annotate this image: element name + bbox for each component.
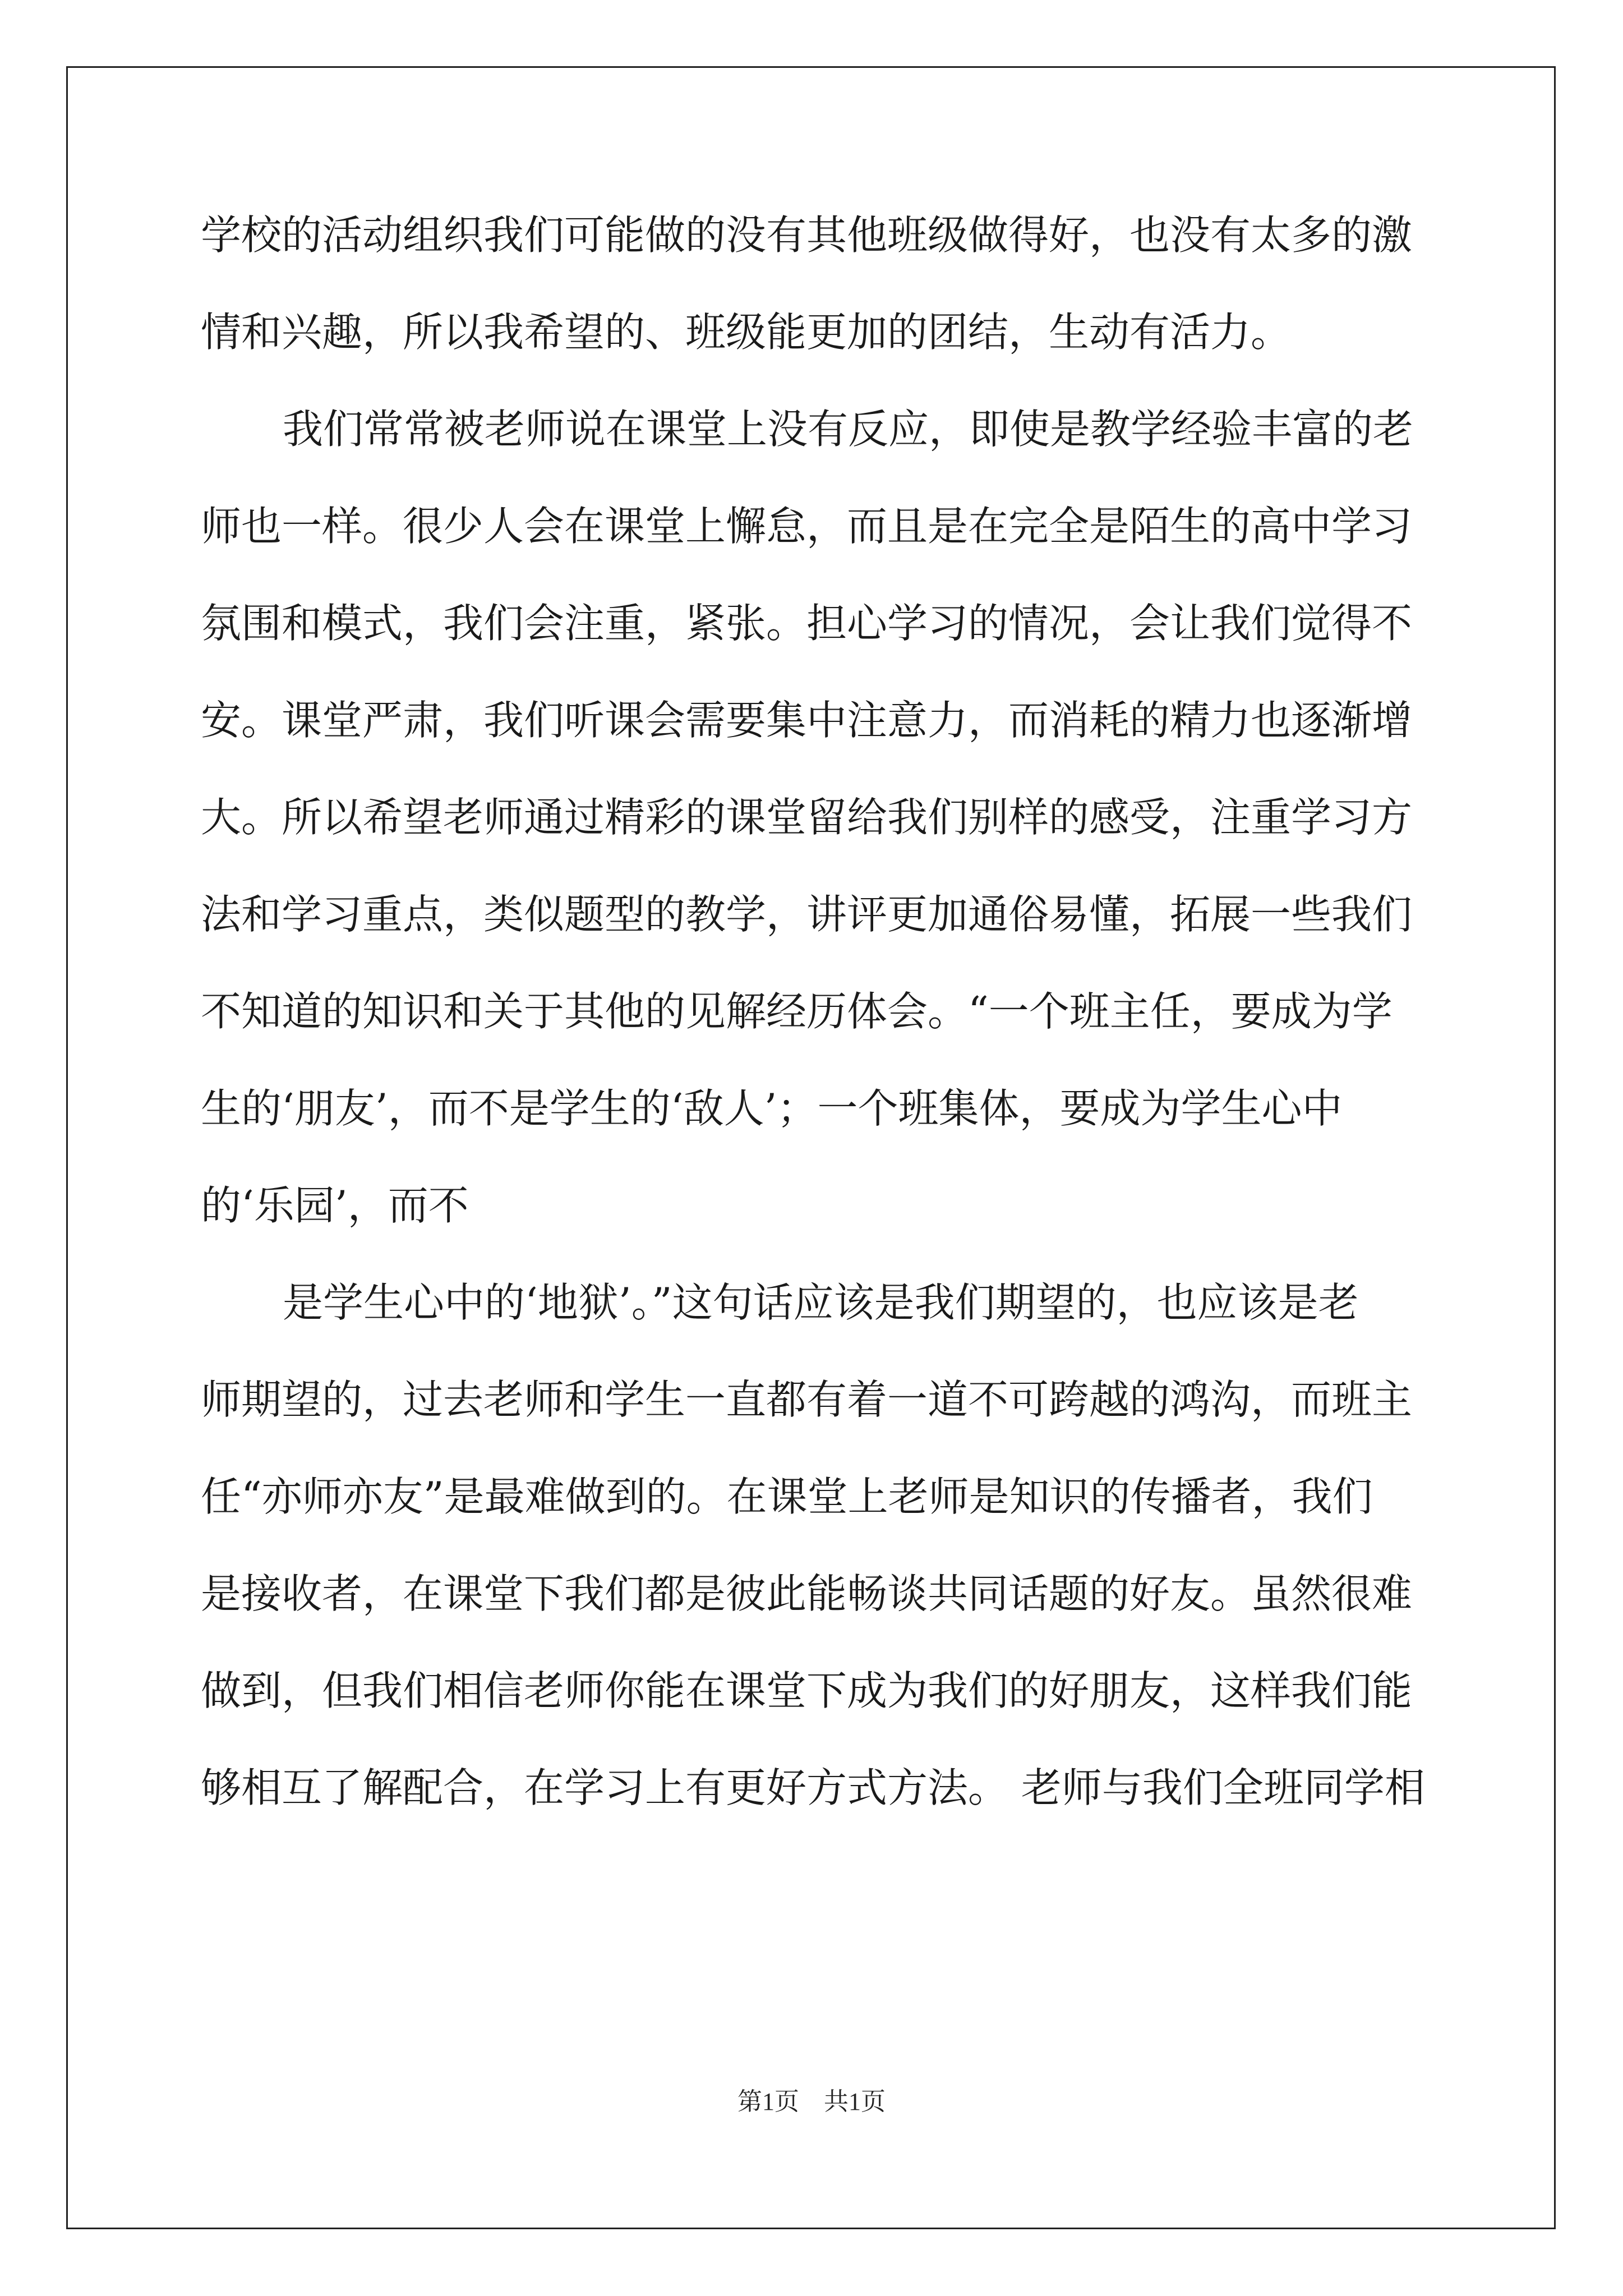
text-line: 够相互了解配合，在学习上有更好方式方法。 老师与我们全班同学相 [201, 1764, 1425, 1811]
text-line: 任“亦师亦友”是最难做到的。在课堂上老师是知识的传播者，我们 [201, 1473, 1373, 1520]
text-line: 情和兴趣，所以我希望的、班级能更加的团结，生动有活力。 [201, 309, 1292, 356]
text-line: 不知道的知识和关于其他的见解经历体会。“一个班主任，要成为学 [201, 988, 1393, 1035]
text-line: 安。课堂严肃，我们听课会需要集中注意力，而消耗的精力也逐渐增 [201, 697, 1413, 744]
text-line: 师期望的，过去老师和学生一直都有着一道不可跨越的鸿沟，而班主 [201, 1376, 1413, 1423]
text-line: 的‘乐园’，而不 [201, 1182, 469, 1229]
text-line: 学校的活动组织我们可能做的没有其他班级做得好，也没有太多的激 [201, 211, 1413, 259]
page-footer: 第1页 共1页 [737, 2088, 886, 2115]
text-line: 大。所以希望老师通过精彩的课堂留给我们别样的感受，注重学习方 [201, 794, 1413, 841]
body-text [201, 202, 1438, 1852]
text-line: 做到，但我们相信老师你能在课堂下成为我们的好朋友，这样我们能 [201, 1667, 1413, 1714]
text-line: 师也一样。很少人会在课堂上懈怠，而且是在完全是陌生的高中学习 [201, 503, 1413, 550]
text-line: 法和学习重点，类似题型的教学，讲评更加通俗易懂，拓展一些我们 [201, 891, 1413, 938]
text-line: 氛围和模式，我们会注重，紧张。担心学习的情况，会让我们觉得不 [201, 600, 1413, 647]
text-line: 生的‘朋友’，而不是学生的‘敌人’；一个班集体，要成为学生心中 [201, 1085, 1343, 1132]
text-line: 是接收者，在课堂下我们都是彼此能畅谈共同话题的好友。虽然很难 [201, 1570, 1413, 1617]
text-line: 我们常常被老师说在课堂上没有反应，即使是教学经验丰富的老 [283, 406, 1414, 453]
text-line: 是学生心中的‘地狱’。”这句话应该是我们期望的，也应该是老 [283, 1279, 1359, 1326]
